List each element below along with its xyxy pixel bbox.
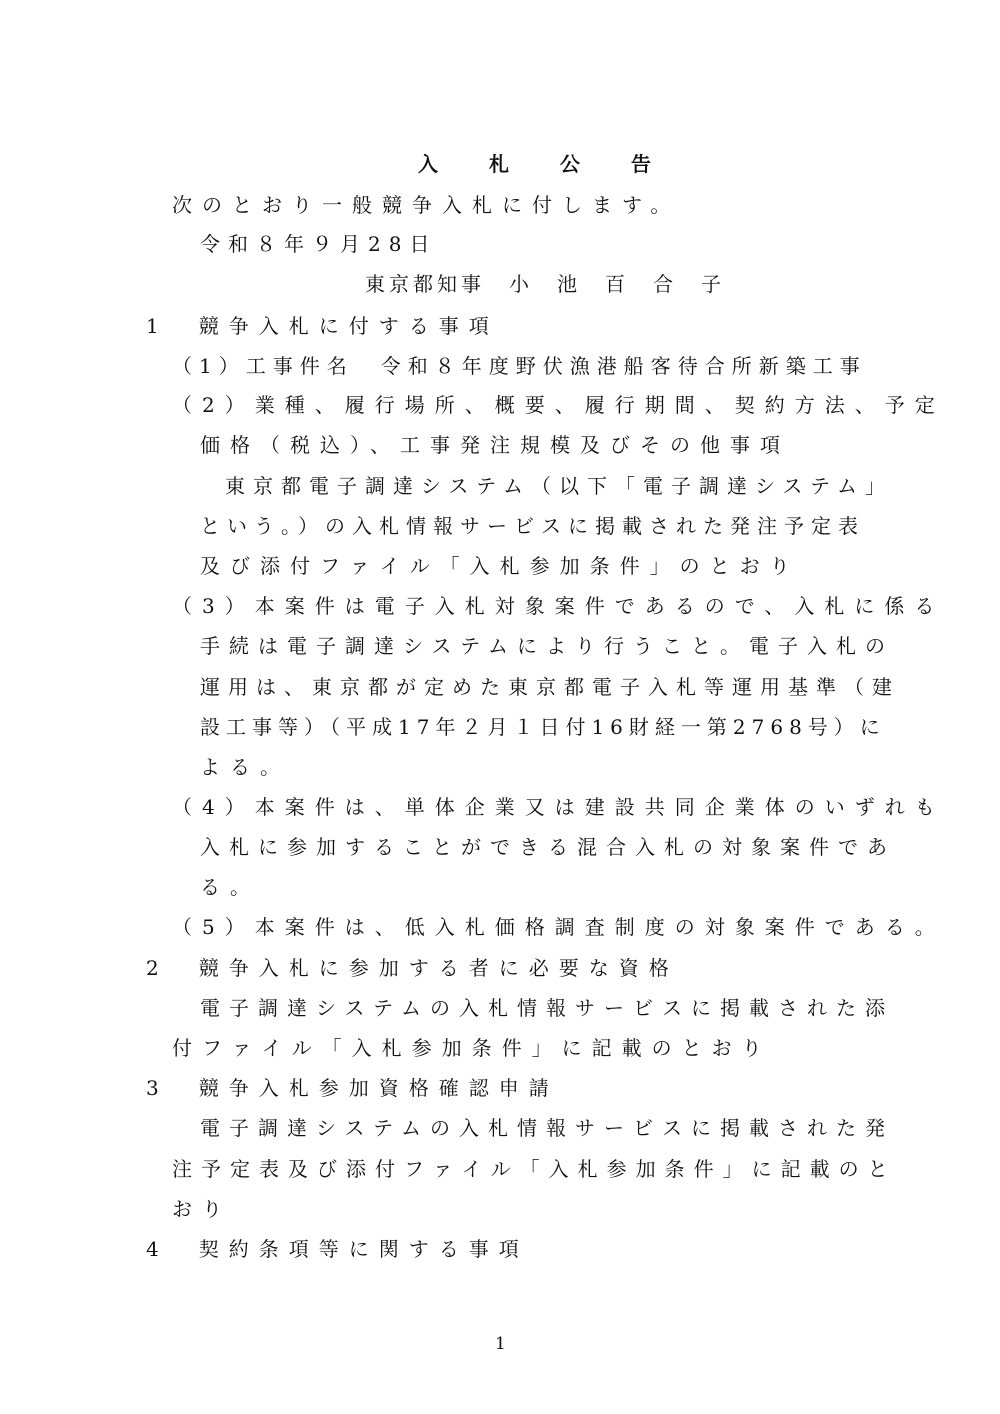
item-1-3-line5: よる。 [200,755,290,779]
item-1-1: （1）工事件名 令和８年度野伏漁港船客待合所新築工事 [172,354,867,378]
section-3-body3: おり [172,1197,232,1221]
date-text: 令和８年９月28日 [200,232,438,256]
item-1-3-line2: 手続は電子調達システムにより行うこと。電子入札の [200,634,894,658]
section-3-heading: 3 競争入札参加資格確認申請 [146,1076,559,1100]
item-1-4-line2: 入札に参加することができる混合入札の対象案件であ [200,835,896,859]
intro-text: 次のとおり一般競争入札に付します。 [172,193,681,217]
page-number: 1 [495,1334,506,1354]
page-title: 入 札 公 告 [418,152,673,176]
section-3-body1: 電子調達システムの入札情報サービスに掲載された発 [200,1116,894,1140]
item-1-5: （5）本案件は、低入札価格調査制度の対象案件である。 [172,915,945,939]
item-1-2-line1: （2）業種、履行場所、概要、履行期間、契約方法、予定 [172,393,945,417]
item-1-3-line4: 設工事等）（平成17年２月１日付16財経一第2768号）に [200,715,886,739]
item-1-2-body1: 東京都電子調達システム（以下「電子調達システム」 [225,474,893,498]
section-4-heading: 4 契約条項等に関する事項 [146,1237,529,1261]
section-2-body2: 付ファイル「入札参加条件」に記載のとおり [172,1036,772,1060]
item-1-4-line1: （4）本案件は、単体企業又は建設共同企業体のいずれも [172,795,945,819]
item-1-2-body2: という。）の入札情報サービスに掲載された発注予定表 [200,514,865,538]
item-1-2-body3: 及び添付ファイル「入札参加条件」のとおり [200,554,800,578]
section-2-heading: 2 競争入札に参加する者に必要な資格 [146,956,679,980]
issuer-text: 東京都知事 小 池 百 合 子 [365,272,725,296]
item-1-2-line2: 価格（税込）、工事発注規模及びその他事項 [200,433,790,457]
item-1-3-line1: （3）本案件は電子入札対象案件であるので、入札に係る [172,594,945,618]
section-2-body1: 電子調達システムの入札情報サービスに掲載された添 [200,996,894,1020]
item-1-4-line3: る。 [200,875,260,899]
section-3-body2: 注予定表及び添付ファイル「入札参加条件」に記載のと [172,1157,897,1181]
section-1-heading: 1 競争入札に付する事項 [146,314,499,338]
item-1-3-line3: 運用は、東京都が定めた東京都電子入札等運用基準（建 [200,675,900,699]
